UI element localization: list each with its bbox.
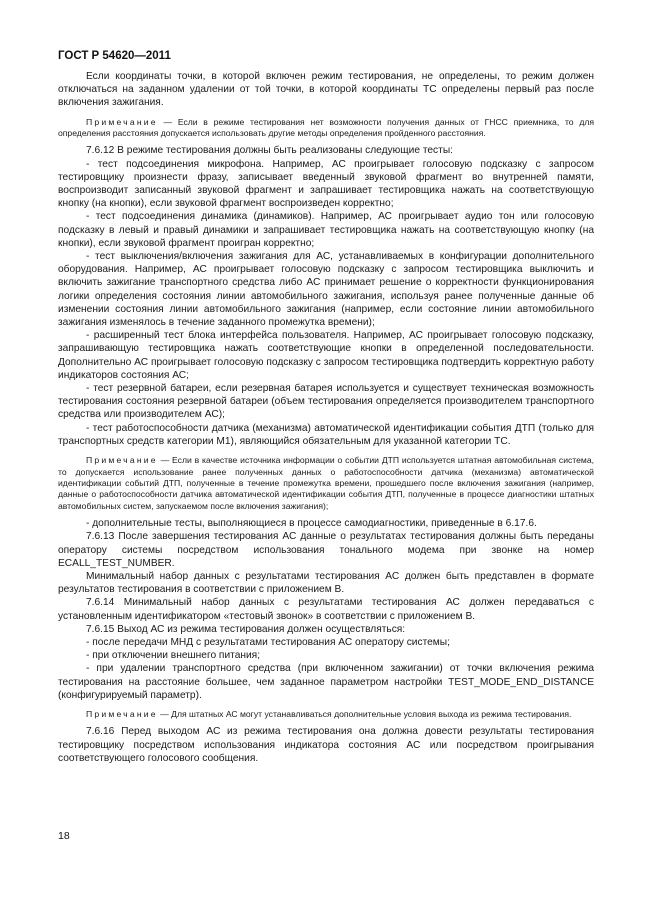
paragraph-7-6-14: 7.6.14 Минимальный набор данных с результатами тестирования АС должен передаваться с установленным идентификатором «тестовый звонок» в соответствии с приложением В. <box>58 597 594 622</box>
list-item-additional-tests: - дополнительные тесты, выполняющиеся в процессе самодиагностики, приведенные в 6.17.6. <box>86 518 537 530</box>
list-item-exit-power-off: - при отключении внешнего питания; <box>86 650 261 662</box>
list-item-speaker-test: - тест подсоединения динамика (динамиков). Например, АС проигрывает аудио тон или голосовую подсказку в левый и правый динамики и запрашивает тестировщика нажать на соответствующую кнопку (на кнопки), если звуковой фрагмент проигран корректно; <box>58 211 594 249</box>
list-item-ui-test: - расширенный тест блока интерфейса пользователя. Например, АС проигрывает голосовую подсказку, запрашивающую тестировщика нажать соответствующие кнопки в определенной последовательности. Дополнительно АС проигрывает голосовую подсказку с запросом тестировщика подтвердить корректную работу индикаторов состояния АС; <box>58 330 594 381</box>
page-body <box>58 70 594 765</box>
note-label: Примечание <box>86 455 158 466</box>
paragraph-7-6-16: 7.6.16 Перед выходом АС из режима тестирования она должна довести результаты тестирования тестировщику посредством использования индикатора состояния АС или посредством проигрывания соответствующего голосового сообщения. <box>58 726 594 764</box>
list-item-exit-distance: - при удалении транспортного средства (при включенном зажигании) от точки включения режима тестирования на расстояние большее, чем заданное параметром настройки TEST_MODE_END_DISTANCE (конфигурируемый параметр). <box>58 663 594 701</box>
paragraph-7-6-15: 7.6.15 Выход АС из режима тестирования должен осуществляться: <box>86 623 406 635</box>
page-header-standard-id: ГОСТ Р 54620—2011 <box>58 50 171 62</box>
note-label: Примечание <box>86 708 158 719</box>
note-standard-as <box>58 709 594 720</box>
list-item-ignition-test: - тест выключения/включения зажигания для АС, устанавливаемых в конфигурации дополнительного оборудования. Например, АС проигрывает голосовую подсказку с запросом тестировщика выключить и включить зажигание транспортного средства либо АС принимает решение о корректности функционирования логики определения состояния линии автомобильного зажигания, используя ранее полученные данные об изменении состояния линии автомобильного зажигания (например, если состояние линии автомобильного зажигания изменялось в течение заданного промежутка времени); <box>58 251 594 329</box>
note-text: — Для штатных АС могут устанавливаться дополнительные условия выхода из режима тестирования. <box>157 708 572 719</box>
list-item-crash-sensor-test: - тест работоспособности датчика (механизма) автоматической идентификации события ДТП (только для транспортных средств категории М1), являющийся обязательным для указанной категории ТС. <box>58 422 594 447</box>
paragraph-test-mode-coordinates: Если координаты точки, в которой включен режим тестирования, не определены, то режим должен отключаться на заданном удалении от той точки, в которой координаты ТС определены первый раз после включения зажигания. <box>58 71 594 109</box>
note-text: — Если в режиме тестирования нет возможности получения данных от ГНСС приемника, то для определения расстояния допускается использовать другие методы определения пройденного расстояния. <box>58 116 594 139</box>
paragraph-minimal-data-set: Минимальный набор данных с результатами тестирования АС должен быть представлен в формате результатов тестирования в соответствии с приложением В. <box>58 570 594 596</box>
note-crash-source <box>58 455 594 512</box>
note-gnss <box>58 117 594 140</box>
list-item-battery-test: - тест резервной батареи, если резервная батарея используется и существует техническая возможность тестирования состояния резервной батареи (объем тестирования определяется производителем транспортного средства или производителем АС); <box>58 383 594 421</box>
note-text: — Если в качестве источника информации о событии ДТП используется штатная автомобильная система, то допускается использование ранее полученных данных о работоспособности датчика (механизма) автоматической идентификации событий ДТП, полученные в течение промежутка времени, прошедшего после включения зажигания (например, данные о работоспособности датчика автоматической идентификации события ДТП, полученные в процессе диагностики штатных автомобильных систем, запускаемом после включения зажигания); <box>58 455 594 511</box>
page-number: 18 <box>58 830 70 842</box>
note-label: Примечание <box>86 116 158 127</box>
list-item-microphone-test: - тест подсоединения микрофона. Например, АС проигрывает голосовую подсказку с запросом тестировщику произнести фразу, записывает введенный звуковой фрагмент во внутренней памяти, воспроизводит записанный звуковой фрагмент и запрашивает тестировщика нажать на соответствующую кнопку (на кнопки), если звуковой фрагмент воспроизведен корректно; <box>58 158 594 210</box>
paragraph-7-6-12: 7.6.12 В режиме тестирования должны быть реализованы следующие тесты: <box>86 145 453 157</box>
paragraph-7-6-13: 7.6.13 После завершения тестирования АС данные о результатах тестирования должны быть переданы оператору системы посредством использования тонального модема при звонке на номер ECALL_TEST_NUMBER. <box>58 531 594 569</box>
list-item-exit-after-msd: - после передачи МНД с результатами тестирования АС оператору системы; <box>86 636 450 648</box>
